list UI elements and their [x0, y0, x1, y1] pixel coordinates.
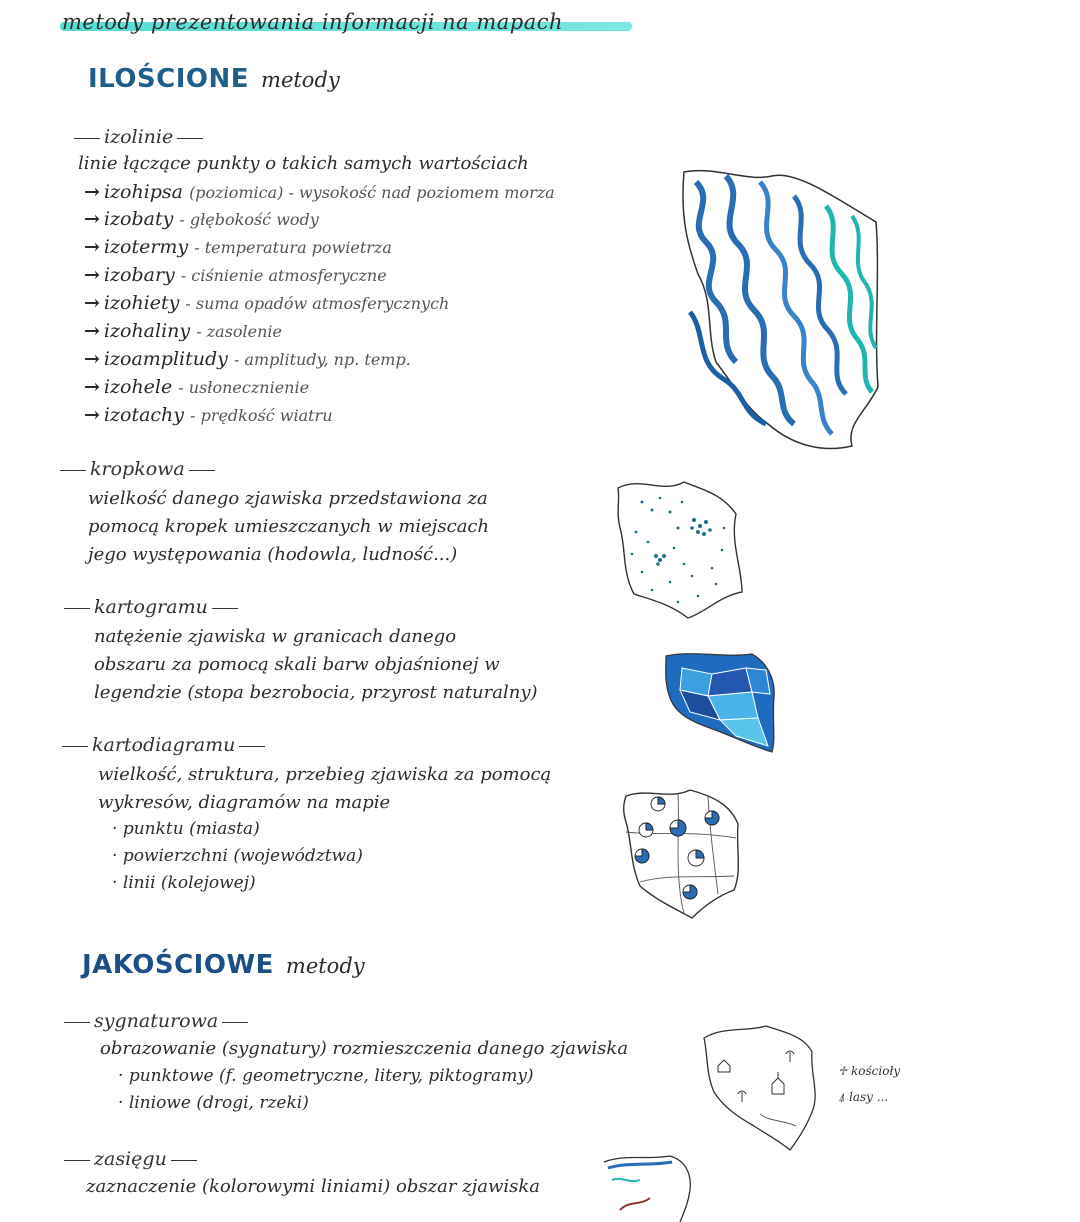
isoline-desc: - zasolenie	[196, 322, 282, 341]
isolines-description: linie łączące punkty o takich samych wartościach	[78, 153, 529, 174]
qualitative-heading	[82, 950, 365, 980]
dot-line: jego występowania (hodowla, ludność...)	[88, 544, 458, 565]
isoline-desc: - głębokość wody	[179, 210, 319, 229]
isoline-item: → izohipsa (poziomica) - wysokość nad poziomem morza	[84, 181, 555, 203]
cartodiagram-method-name: kartodiagramu	[58, 734, 269, 756]
cartogram-line: obszaru za pomocą skali barw objaśnionej w	[94, 654, 500, 675]
isoline-item: → izoamplitudy - amplitudy, np. temp.	[84, 348, 411, 370]
isoline-desc: - suma opadów atmosferycznych	[185, 294, 450, 313]
isoline-item: → izohiety - suma opadów atmosferycznych	[84, 292, 450, 314]
quantitative-heading	[88, 64, 340, 94]
cartodiagram-line: wykresów, diagramów na mapie	[98, 792, 391, 813]
range-method-name: zasięgu	[60, 1148, 201, 1170]
isoline-desc: - ciśnienie atmosferyczne	[180, 266, 387, 285]
isoline-desc: - temperatura powietrza	[194, 238, 392, 257]
church-icon: ♱	[838, 1064, 848, 1078]
isoline-term: izohele	[103, 376, 173, 398]
isoline-term: izoamplitudy	[103, 348, 228, 370]
isoline-term: izohiety	[103, 292, 180, 314]
signature-bullet: · liniowe (drogi, rzeki)	[118, 1093, 309, 1113]
cartogram-method-name: kartogramu	[60, 596, 242, 618]
isolines-method-name: izolinie	[70, 126, 207, 148]
signature-legend-churches: ♱ kościoły	[838, 1064, 901, 1078]
isoline-item: → izohaliny - zasolenie	[84, 320, 282, 342]
range-map-illustration	[600, 1150, 696, 1222]
signature-bullet: · punktowe (f. geometryczne, litery, piktogramy)	[118, 1066, 534, 1086]
isoline-term: izotachy	[103, 404, 185, 426]
cartodiagram-bullet: · punktu (miasta)	[112, 819, 260, 839]
dot-line: wielkość danego zjawiska przedstawiona za	[88, 488, 488, 509]
cartogram-line: natężenie zjawiska w granicach danego	[94, 626, 457, 647]
signature-legend-forests: ⍋ lasy ...	[838, 1090, 889, 1104]
range-line: zaznaczenie (kolorowymi liniami) obszar zjawiska	[86, 1176, 541, 1197]
isoline-item: → izotermy - temperatura powietrza	[84, 236, 392, 258]
cartodiagram-bullet: · linii (kolejowej)	[112, 873, 256, 893]
tree-icon: ⍋	[838, 1090, 846, 1104]
signature-map-illustration	[700, 1022, 824, 1154]
isoline-item: → izobary - ciśnienie atmosferyczne	[84, 264, 387, 286]
dot-line: pomocą kropek umieszczanych w miejscach	[88, 516, 490, 537]
isoline-desc: - usłonecznienie	[178, 378, 310, 397]
isoline-desc: - prędkość wiatru	[190, 406, 333, 425]
dot-map-illustration	[612, 472, 748, 622]
quantitative-heading-label: ILOŚCIONE	[88, 64, 250, 94]
isoline-term: izotermy	[103, 236, 189, 258]
isoline-term: izohipsa	[103, 181, 184, 203]
signature-line: obrazowanie (sygnatury) rozmieszczenia danego zjawiska	[100, 1038, 629, 1059]
isoline-desc: (poziomica) - wysokość nad poziomem morza	[189, 183, 555, 202]
cartogram-line: legendzie (stopa bezrobocia, przyrost naturalny)	[94, 682, 538, 703]
cartodiagram-map-illustration	[618, 782, 746, 922]
cartodiagram-line: wielkość, struktura, przebieg zjawiska za pomocą	[98, 764, 552, 785]
qualitative-heading-sub: metody	[285, 954, 365, 978]
isoline-item: → izotachy - prędkość wiatru	[84, 404, 333, 426]
isoline-desc: - amplitudy, np. temp.	[233, 350, 411, 369]
isoline-term: izobaty	[103, 208, 174, 230]
cartogram-map-illustration	[662, 648, 780, 756]
isoline-map-illustration	[676, 162, 886, 462]
page-title: metody prezentowania informacji na mapach	[62, 10, 564, 34]
dot-method-name: kropkowa	[56, 458, 219, 480]
cartodiagram-bullet: · powierzchni (województwa)	[112, 846, 363, 866]
isoline-item: → izobaty - głębokość wody	[84, 208, 319, 230]
signature-method-name: sygnaturowa	[60, 1010, 252, 1032]
qualitative-heading-label: JAKOŚCIOWE	[82, 950, 274, 980]
quantitative-heading-sub: metody	[261, 68, 340, 92]
isoline-term: izobary	[103, 264, 175, 286]
isoline-term: izohaliny	[103, 320, 191, 342]
isoline-item: → izohele - usłonecznienie	[84, 376, 310, 398]
